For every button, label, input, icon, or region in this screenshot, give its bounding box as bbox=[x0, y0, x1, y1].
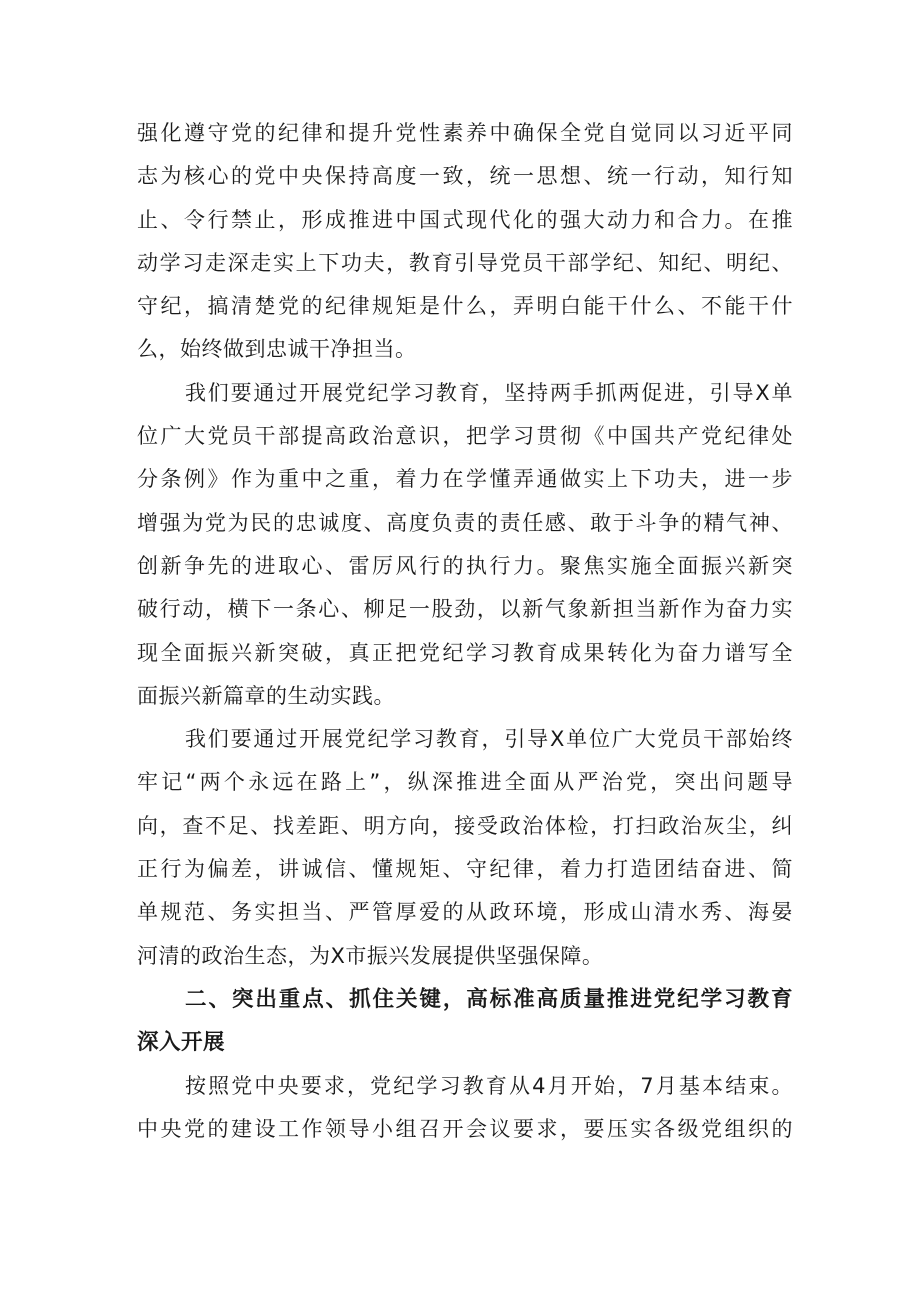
text-line: 增强为党为民的忠诚度、高度负责的责任感、敢于斗争的精气神、 bbox=[137, 510, 793, 535]
text-line: 么，始终做到忠诚干净担当。 bbox=[137, 337, 417, 362]
text-line: 破行动，横下一条心、柳足一股劲，以新气象新担当新作为奋力实 bbox=[137, 597, 793, 622]
text-line: 位广大党员干部提高政治意识，把学习贯彻《中国共产党纪律处 bbox=[137, 424, 793, 449]
heading-line: 深入开展 bbox=[137, 1030, 226, 1056]
text-line: 现全面振兴新突破，真正把党纪学习教育成果转化为奋力谱写全 bbox=[137, 640, 793, 665]
text-line: 止、令行禁止，形成推进中国式现代化的强大动力和合力。在推 bbox=[137, 207, 793, 232]
text-line: 我们要通过开展党纪学习教育，坚持两手抓两促进，引导X单 bbox=[185, 380, 793, 405]
text-line: 动学习走深走实上下功夫，教育引导党员干部学纪、知纪、明纪、 bbox=[137, 250, 793, 275]
text-line: 创新争先的进取心、雷厉风行的执行力。聚焦实施全面振兴新突 bbox=[137, 553, 793, 578]
text-line: 按照党中央要求，党纪学习教育从4月开始，7月基本结束。 bbox=[185, 1073, 793, 1098]
document-page bbox=[137, 112, 793, 1151]
text-line: 中央党的建设工作领导小组召开会议要求，要压实各级党组织的 bbox=[137, 1116, 793, 1141]
paragraph-strict-governance bbox=[137, 718, 793, 978]
text-line: 牢记“两个永远在路上”，纵深推进全面从严治党，突出问题导 bbox=[137, 770, 793, 795]
text-line: 面振兴新篇章的生动实践。 bbox=[137, 683, 395, 708]
text-line: 强化遵守党的纪律和提升党性素养中确保全党自觉同以习近平同 bbox=[137, 121, 793, 145]
text-line: 守纪，搞清楚党的纪律规矩是什么，弄明白能干什么、不能干什 bbox=[137, 294, 793, 319]
paragraph-political-awareness bbox=[137, 372, 793, 718]
text-line: 向，查不足、找差距、明方向，接受政治体检，打扫政治灰尘，纠 bbox=[137, 813, 793, 838]
text-line: 河清的政治生态，为X市振兴发展提供坚强保障。 bbox=[137, 943, 604, 968]
text-line: 单规范、务实担当、严管厚爱的从政环境，形成山清水秀、海晏 bbox=[137, 900, 793, 925]
text-line: 分条例》作为重中之重，着力在学懂弄通做实上下功夫，进一步 bbox=[137, 467, 793, 492]
text-line: 我们要通过开展党纪学习教育，引导X单位广大党员干部始终 bbox=[185, 727, 793, 752]
paragraph-schedule bbox=[137, 1065, 793, 1152]
text-line: 正行为偏差，讲诚信、懂规矩、守纪律，着力打造团结奋进、简 bbox=[137, 857, 793, 882]
text-line: 志为核心的党中央保持高度一致，统一思想、统一行动，知行知 bbox=[137, 164, 793, 189]
heading-line: 二、突出重点、抓住关键，高标准高质量推进党纪学习教育 bbox=[185, 986, 793, 1012]
section-heading bbox=[137, 978, 793, 1065]
paragraph-continuation bbox=[137, 112, 793, 372]
